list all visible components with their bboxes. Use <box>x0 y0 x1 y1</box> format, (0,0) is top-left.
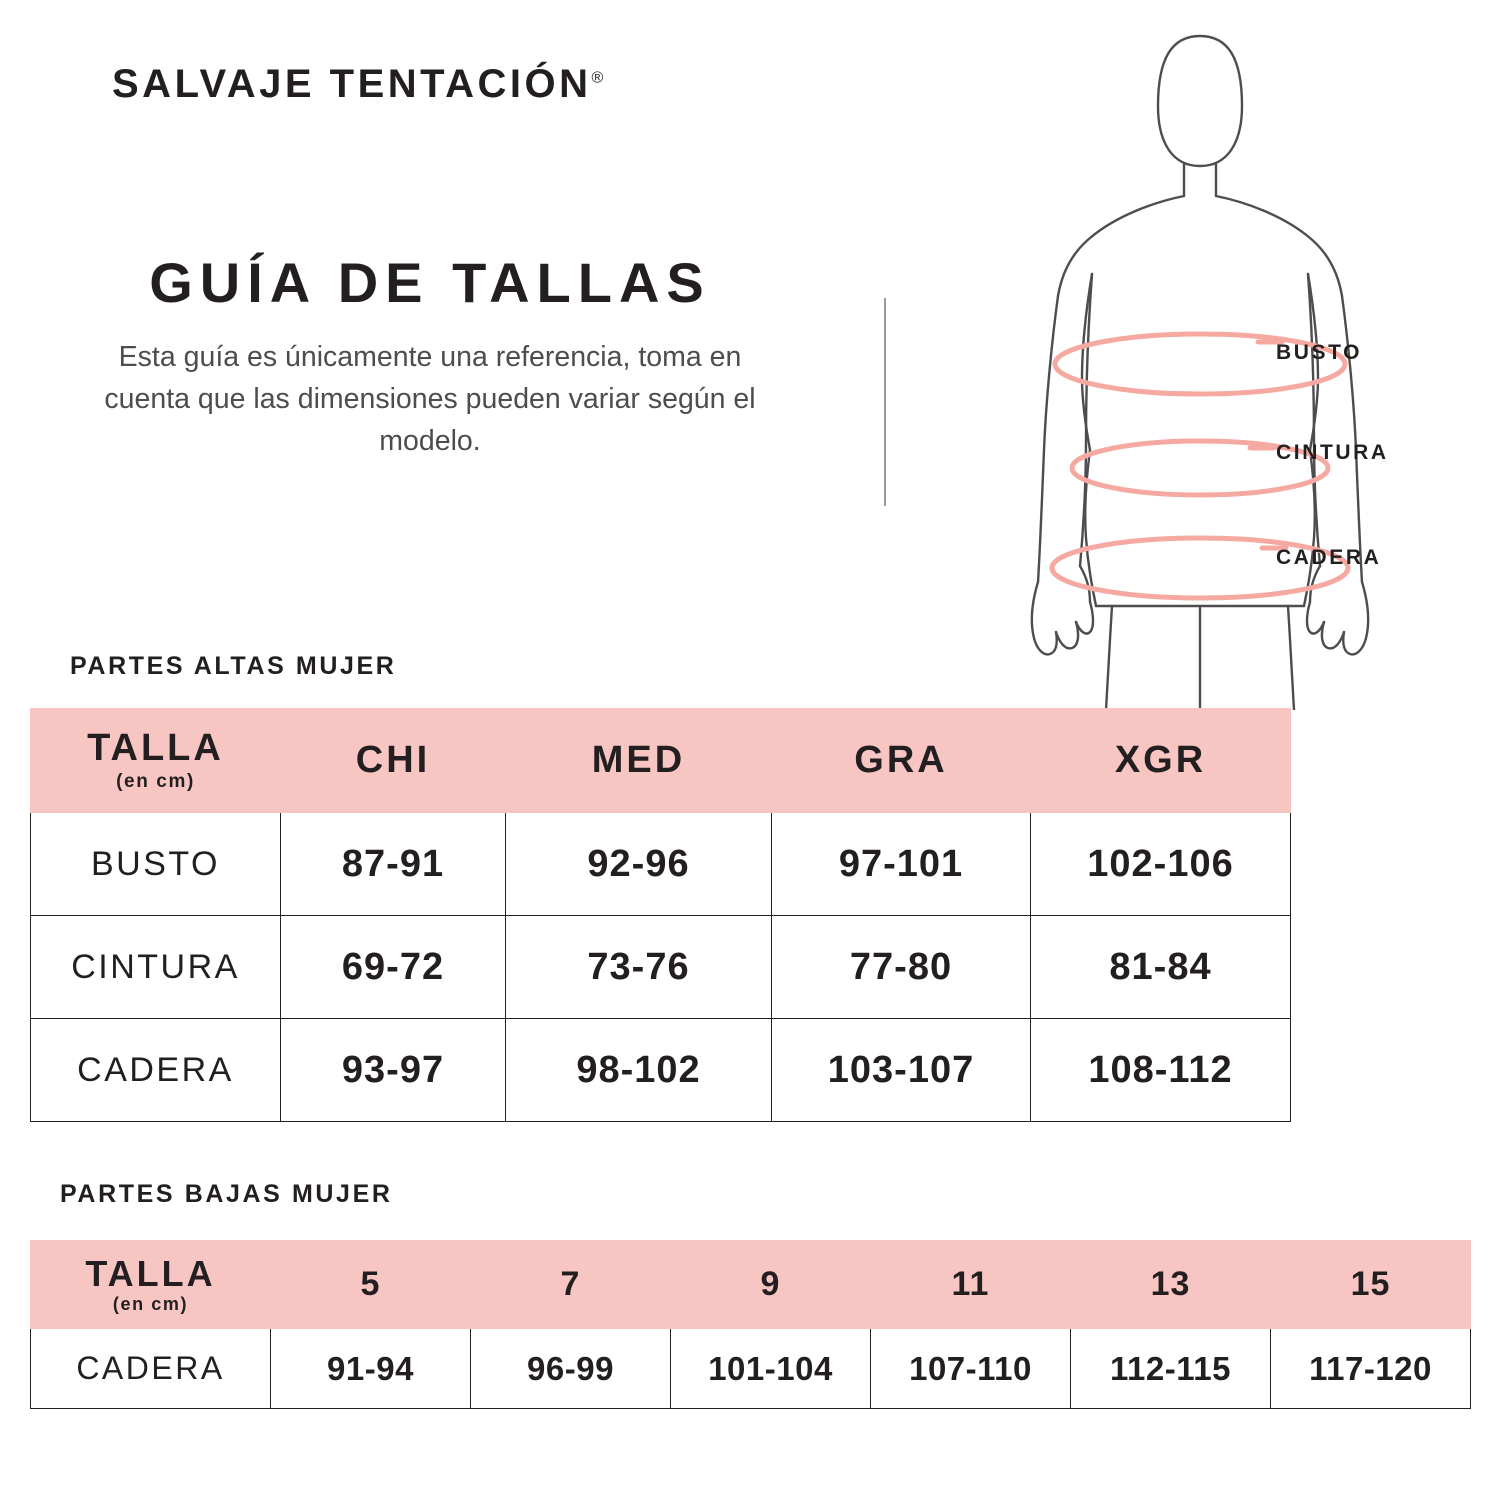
bottoms-header-col-1: 5 <box>271 1241 471 1329</box>
tops-row-2-value-3: 108-112 <box>1031 1019 1291 1122</box>
bottoms-row-0-label: CADERA <box>31 1329 271 1409</box>
brand-name: SALVAJE TENTACIÓN <box>112 62 592 106</box>
tops-row-2-value-0: 93-97 <box>281 1019 506 1122</box>
bottoms-header-talla-unit: (en cm) <box>112 1294 189 1315</box>
page-title: GUÍA DE TALLAS <box>149 251 711 314</box>
tops-row-2-value-1: 98-102 <box>506 1019 772 1122</box>
bottoms-header-talla-label: TALLA <box>85 1252 216 1294</box>
bottoms-header-talla <box>31 1241 271 1329</box>
tops-row-0-value-1: 92-96 <box>506 813 772 916</box>
tops-size-table <box>30 708 1291 1122</box>
tops-row-0-value-0: 87-91 <box>281 813 506 916</box>
table-row <box>31 813 1291 916</box>
table-row <box>31 1019 1291 1122</box>
tops-header-talla <box>31 709 281 813</box>
section-caption-bottoms: PARTES BAJAS MUJER <box>60 1180 393 1208</box>
tops-header-col-4: XGR <box>1031 709 1291 813</box>
figure-label-hip: CADERA <box>1276 546 1382 569</box>
tops-row-0-value-3: 102-106 <box>1031 813 1291 916</box>
tops-header-col-3: GRA <box>772 709 1031 813</box>
tops-table-header-row <box>31 709 1291 813</box>
body-measurement-figure <box>940 10 1460 710</box>
table-row <box>31 916 1291 1019</box>
tops-row-1-value-1: 73-76 <box>506 916 772 1019</box>
bottoms-header-col-3: 9 <box>671 1241 871 1329</box>
tops-header-col-1: CHI <box>281 709 506 813</box>
tops-header-col-2: MED <box>506 709 772 813</box>
bottoms-size-table <box>30 1240 1471 1409</box>
vertical-divider <box>884 298 886 506</box>
bottoms-header-col-4: 11 <box>871 1241 1071 1329</box>
page-description: Esta guía es únicamente una referencia, toma en cuenta que las dimensiones pueden variar según el modelo. <box>104 341 756 457</box>
tops-row-1-value-0: 69-72 <box>281 916 506 1019</box>
bottoms-row-0-value-2: 101-104 <box>671 1329 871 1409</box>
section-caption-tops: PARTES ALTAS MUJER <box>70 652 397 680</box>
bottoms-row-0-value-0: 91-94 <box>271 1329 471 1409</box>
tops-row-2-value-2: 103-107 <box>772 1019 1031 1122</box>
tops-row-2-label: CADERA <box>31 1019 281 1122</box>
bottoms-header-col-6: 15 <box>1271 1241 1471 1329</box>
tops-row-0-label: BUSTO <box>31 813 281 916</box>
bottoms-header-col-5: 13 <box>1071 1241 1271 1329</box>
tops-row-1-label: CINTURA <box>31 916 281 1019</box>
figure-label-waist: CINTURA <box>1276 441 1389 464</box>
female-body-outline-icon <box>940 10 1460 710</box>
brand-logo <box>112 62 603 107</box>
registered-trademark-icon: ® <box>591 69 604 87</box>
bottoms-row-0-value-3: 107-110 <box>871 1329 1071 1409</box>
tops-row-1-value-2: 77-80 <box>772 916 1031 1019</box>
bottoms-header-col-2: 7 <box>471 1241 671 1329</box>
figure-label-bust: BUSTO <box>1276 341 1363 364</box>
bottoms-row-0-value-5: 117-120 <box>1271 1329 1471 1409</box>
bottoms-row-0-value-4: 112-115 <box>1071 1329 1271 1409</box>
tops-row-1-value-3: 81-84 <box>1031 916 1291 1019</box>
tops-header-talla-label: TALLA <box>87 726 224 769</box>
tops-row-0-value-2: 97-101 <box>772 813 1031 916</box>
bottoms-row-0-value-1: 96-99 <box>471 1329 671 1409</box>
tops-header-talla-unit: (en cm) <box>116 771 195 793</box>
bottoms-table-header-row <box>31 1241 1471 1329</box>
table-row <box>31 1329 1471 1409</box>
